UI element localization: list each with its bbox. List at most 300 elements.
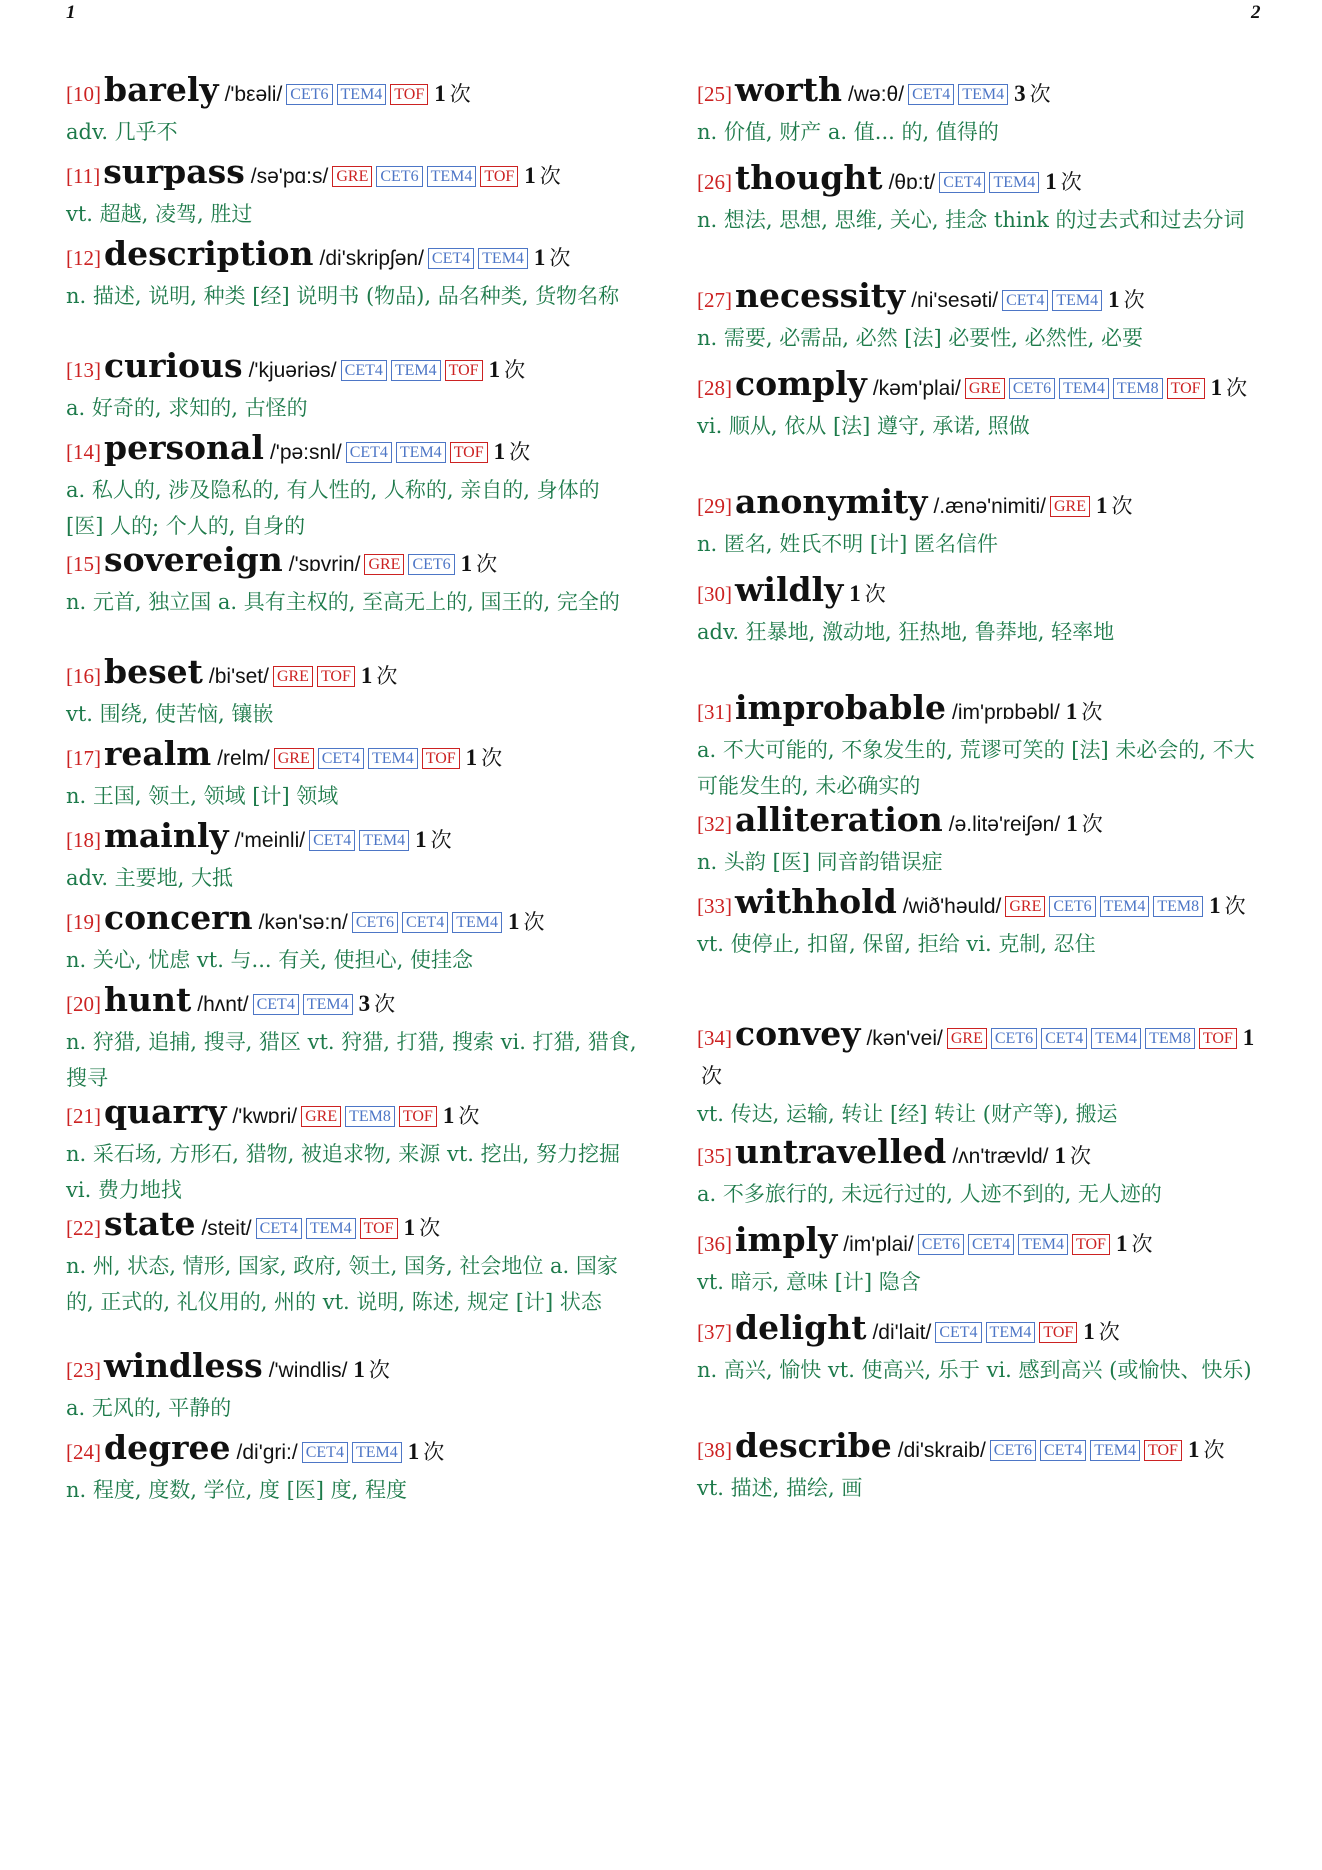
- definition: vt. 超越, 凌驾, 胜过: [66, 202, 253, 226]
- dictionary-entry: [697, 1134, 1272, 1212]
- entry-headline: [66, 982, 641, 1024]
- phonetic: /relm/: [217, 747, 270, 770]
- dictionary-entry: [66, 1206, 641, 1320]
- definition: n. 王国, 领土, 领域 [计] 领域: [66, 784, 339, 808]
- dictionary-entry: [697, 1222, 1272, 1300]
- dictionary-entry: [66, 982, 641, 1096]
- phonetic: /'kjuəriəs/: [248, 359, 337, 382]
- occurrence-count: 1: [403, 1215, 416, 1240]
- phonetic: /im'plai/: [843, 1233, 914, 1256]
- occurrence-count: 1: [1115, 1231, 1128, 1256]
- occurrence-count: 1: [533, 245, 546, 270]
- entry-headline: [66, 154, 641, 196]
- occurrence-count: 1: [1242, 1025, 1255, 1050]
- phonetic: /.ænə'nimiti/: [933, 495, 1046, 518]
- entry-headline: [697, 366, 1272, 408]
- exam-tag: CET6: [352, 912, 398, 933]
- entry-index: [25]: [697, 82, 732, 106]
- phonetic: /'kwɒri/: [232, 1105, 298, 1128]
- occurrence-count: 1: [1209, 893, 1221, 918]
- definition: adv. 几乎不: [66, 120, 178, 144]
- entry-headline: [697, 884, 1272, 926]
- exam-tag: TEM4: [368, 748, 418, 769]
- definition: n. 州, 状态, 情形, 国家, 政府, 领土, 国务, 社会地位 a. 国家的, 正式的, 礼仪用的, 州的 vt. 说明, 陈述, 规定 [计] 状态: [66, 1254, 618, 1314]
- entry-headline: [66, 348, 641, 390]
- headword: state: [104, 1204, 196, 1243]
- phonetic: /ni'sesəti/: [911, 289, 999, 312]
- times-label: 次: [1029, 82, 1051, 106]
- exam-tag: CET4: [318, 748, 364, 769]
- exam-tag: CET4: [939, 172, 985, 193]
- headword: improbable: [735, 688, 946, 727]
- definition: vt. 暗示, 意味 [计] 隐含: [697, 1270, 921, 1294]
- entry-index: [13]: [66, 358, 101, 382]
- definition: n. 头韵 [医] 同音韵错误症: [697, 850, 943, 874]
- dictionary-entry: [66, 736, 641, 814]
- dictionary-entry: [66, 900, 641, 978]
- exam-tag: GRE: [332, 166, 372, 187]
- definition: vt. 传达, 运输, 转让 [经] 转让 (财产等), 搬运: [697, 1102, 1118, 1126]
- dictionary-entry: [66, 72, 641, 150]
- headword: comply: [735, 364, 867, 403]
- definition: n. 程度, 度数, 学位, 度 [医] 度, 程度: [66, 1478, 408, 1502]
- headword: untravelled: [735, 1132, 947, 1171]
- phonetic: /wə:θ/: [848, 83, 905, 106]
- entry-headline: [66, 72, 641, 114]
- exam-tag: TEM4: [1052, 290, 1102, 311]
- times-label: 次: [864, 582, 886, 606]
- definition: a. 好奇的, 求知的, 古怪的: [66, 396, 308, 420]
- times-label: 次: [1081, 700, 1103, 724]
- exam-tag: CET4: [256, 1218, 302, 1239]
- entry-index: [23]: [66, 1358, 101, 1382]
- entry-index: [26]: [697, 170, 732, 194]
- occurrence-count: 1: [1108, 287, 1120, 312]
- occurrence-count: 1: [1083, 1319, 1095, 1344]
- definition: n. 描述, 说明, 种类 [经] 说明书 (物品), 品名种类, 货物名称: [66, 284, 620, 308]
- dictionary-entry: [697, 278, 1272, 356]
- entry-index: [34]: [697, 1026, 732, 1050]
- exam-tag: TOF: [450, 442, 488, 463]
- definition: a. 不多旅行的, 未远行过的, 人迹不到的, 无人迹的: [697, 1182, 1162, 1206]
- exam-tag: GRE: [364, 554, 404, 575]
- entry-index: [33]: [697, 894, 732, 918]
- entry-headline: [66, 654, 641, 696]
- occurrence-count: 1: [434, 81, 446, 106]
- exam-tag: TOF: [1072, 1234, 1110, 1255]
- definition: n. 匿名, 姓氏不明 [计] 匿名信件: [697, 532, 998, 556]
- entry-index: [12]: [66, 246, 101, 270]
- exam-tag: GRE: [947, 1028, 987, 1049]
- entry-headline: [66, 1348, 641, 1390]
- dictionary-entry: [697, 484, 1272, 562]
- headword: thought: [735, 158, 883, 197]
- entry-index: [20]: [66, 992, 101, 1016]
- times-label: 次: [449, 82, 471, 106]
- phonetic: /'windlis/: [268, 1359, 348, 1382]
- definition: n. 狩猎, 追捕, 搜寻, 猎区 vt. 狩猎, 打猎, 搜索 vi. 打猎, 猎食, 搜寻: [66, 1030, 637, 1090]
- exam-tag: CET4: [1040, 1440, 1086, 1461]
- dictionary-entry: [697, 572, 1272, 650]
- exam-tag: CET4: [1002, 290, 1048, 311]
- entry-headline: [697, 72, 1272, 114]
- exam-tag: TOF: [1144, 1440, 1182, 1461]
- entry-index: [17]: [66, 746, 101, 770]
- times-label: 次: [423, 1440, 445, 1464]
- dictionary-entry: [66, 236, 641, 314]
- times-label: 次: [523, 910, 545, 934]
- exam-tag: TOF: [480, 166, 518, 187]
- entry-headline: [66, 236, 641, 278]
- entry-index: [38]: [697, 1438, 732, 1462]
- entry-index: [28]: [697, 376, 732, 400]
- entry-headline: [697, 802, 1272, 844]
- exam-tag: GRE: [274, 748, 314, 769]
- phonetic: /hʌnt/: [197, 993, 249, 1016]
- dictionary-entry: [66, 654, 641, 732]
- dictionary-entry: [66, 818, 641, 896]
- dictionary-entry: [697, 802, 1272, 880]
- phonetic: /'sɒvrin/: [288, 553, 361, 576]
- definition: vt. 使停止, 扣留, 保留, 拒给 vi. 克制, 忍住: [697, 932, 1096, 956]
- entry-index: [27]: [697, 288, 732, 312]
- headword: mainly: [104, 816, 229, 855]
- times-label: 次: [504, 358, 526, 382]
- entry-index: [19]: [66, 910, 101, 934]
- entry-index: [36]: [697, 1232, 732, 1256]
- exam-tag: TEM4: [1100, 896, 1150, 917]
- dictionary-entry: [697, 72, 1272, 150]
- entry-headline: [66, 900, 641, 942]
- times-label: 次: [458, 1104, 480, 1128]
- dictionary-entry: [697, 1016, 1272, 1132]
- occurrence-count: 1: [1045, 169, 1057, 194]
- phonetic: /bi'set/: [208, 665, 269, 688]
- exam-tag: CET6: [1049, 896, 1095, 917]
- entry-index: [10]: [66, 82, 101, 106]
- exam-tag: TEM4: [986, 1322, 1036, 1343]
- headword: curious: [104, 346, 243, 385]
- definition: n. 元首, 独立国 a. 具有主权的, 至高无上的, 国王的, 完全的: [66, 590, 620, 614]
- entry-headline: [697, 572, 1272, 614]
- occurrence-count: 3: [358, 991, 371, 1016]
- exam-tag: TEM4: [303, 994, 353, 1015]
- dictionary-entry: [697, 160, 1272, 238]
- definition: a. 不大可能的, 不象发生的, 荒谬可笑的 [法] 未必会的, 不大可能发生的, 未必确实的: [697, 738, 1255, 798]
- dictionary-entry: [697, 366, 1272, 444]
- times-label: 次: [1226, 376, 1248, 400]
- exam-tag: CET6: [918, 1234, 964, 1255]
- headword: quarry: [104, 1092, 227, 1131]
- headword: sovereign: [104, 540, 283, 579]
- exam-tag: TEM4: [359, 830, 409, 851]
- entry-headline: [66, 430, 641, 472]
- exam-tag: GRE: [273, 666, 313, 687]
- entry-headline: [697, 1222, 1272, 1264]
- phonetic: /di'skripʃən/: [319, 247, 424, 270]
- dictionary-entry: [66, 542, 641, 620]
- headword: windless: [104, 1346, 263, 1385]
- occurrence-count: 1: [849, 581, 861, 606]
- headword: description: [104, 234, 314, 273]
- exam-tag: TEM8: [345, 1106, 395, 1127]
- exam-tag: CET4: [428, 248, 474, 269]
- headword: anonymity: [735, 482, 928, 521]
- entry-index: [14]: [66, 440, 101, 464]
- exam-tag: TEM8: [1113, 378, 1163, 399]
- definition: vt. 围绕, 使苦恼, 镶嵌: [66, 702, 274, 726]
- phonetic: /di'gri:/: [236, 1441, 298, 1464]
- headword: barely: [104, 70, 219, 109]
- phonetic: /'pə:snl/: [269, 441, 342, 464]
- headword: withhold: [735, 882, 897, 921]
- occurrence-count: 1: [415, 827, 427, 852]
- entry-headline: [66, 1430, 641, 1472]
- headword: describe: [735, 1426, 892, 1465]
- phonetic: /kəm'plai/: [872, 377, 961, 400]
- times-label: 次: [509, 440, 531, 464]
- phonetic: /im'prɒbəbl/: [952, 701, 1060, 724]
- occurrence-count: 1: [460, 551, 473, 576]
- exam-tag: TOF: [360, 1218, 398, 1239]
- headword: delight: [735, 1308, 867, 1347]
- exam-tag: TOF: [390, 84, 428, 105]
- times-label: 次: [368, 1358, 390, 1382]
- definition: adv. 狂暴地, 激动地, 狂热地, 鲁莽地, 轻率地: [697, 620, 1115, 644]
- dictionary-entry: [697, 884, 1272, 962]
- entry-index: [24]: [66, 1440, 101, 1464]
- occurrence-count: 1: [1210, 375, 1223, 400]
- entry-index: [32]: [697, 812, 732, 836]
- definition: vi. 顺从, 依从 [法] 遵守, 承诺, 照做: [697, 414, 1030, 438]
- definition: vt. 描述, 描绘, 画: [697, 1476, 863, 1500]
- headword: beset: [104, 652, 203, 691]
- headword: degree: [104, 1428, 231, 1467]
- exam-tag: CET6: [376, 166, 422, 187]
- exam-tag: CET4: [341, 360, 387, 381]
- entry-index: [11]: [66, 164, 101, 188]
- times-label: 次: [1081, 812, 1103, 836]
- occurrence-count: 1: [488, 357, 501, 382]
- entry-headline: [697, 1428, 1272, 1470]
- times-label: 次: [1060, 170, 1082, 194]
- times-label: 次: [1131, 1232, 1153, 1256]
- times-label: 次: [701, 1064, 722, 1088]
- exam-tag: TOF: [1167, 378, 1205, 399]
- exam-tag: CET4: [309, 830, 355, 851]
- phonetic: /sə'pɑ:s/: [250, 165, 329, 188]
- headword: personal: [104, 428, 264, 467]
- headword: worth: [735, 70, 843, 109]
- occurrence-count: 1: [493, 439, 506, 464]
- phonetic: /di'lait/: [872, 1321, 932, 1344]
- exam-tag: TEM4: [391, 360, 441, 381]
- phonetic: /ə.litə'reiʃən/: [948, 813, 1061, 836]
- exam-tag: TEM4: [427, 166, 477, 187]
- entry-index: [35]: [697, 1144, 732, 1168]
- entry-headline: [66, 818, 641, 860]
- phonetic: /kən'sə:n/: [258, 911, 348, 934]
- entry-index: [16]: [66, 664, 101, 688]
- occurrence-count: 1: [1095, 493, 1108, 518]
- headword: realm: [104, 734, 212, 773]
- phonetic: /'bεəli/: [224, 83, 283, 106]
- dictionary-entry: [697, 690, 1272, 804]
- exam-tag: TEM4: [958, 84, 1008, 105]
- entry-headline: [697, 1310, 1272, 1352]
- phonetic: /kən'vei/: [866, 1027, 943, 1050]
- entry-index: [30]: [697, 582, 732, 606]
- exam-tag: CET4: [968, 1234, 1014, 1255]
- exam-tag: TEM8: [1145, 1028, 1195, 1049]
- definition: n. 需要, 必需品, 必然 [法] 必要性, 必然性, 必要: [697, 326, 1144, 350]
- entry-headline: [697, 278, 1272, 320]
- headword: imply: [735, 1220, 838, 1259]
- occurrence-count: 1: [1065, 699, 1078, 724]
- page-number-right: 2: [1251, 2, 1261, 23]
- occurrence-count: 1: [508, 909, 520, 934]
- dictionary-entry: [697, 1428, 1272, 1506]
- phonetic: /θɒ:t/: [888, 171, 936, 194]
- exam-tag: CET4: [402, 912, 448, 933]
- dictionary-entry: [66, 1348, 641, 1426]
- dictionary-entry: [66, 1430, 641, 1508]
- headword: necessity: [735, 276, 906, 315]
- exam-tag: TEM4: [396, 442, 446, 463]
- times-label: 次: [430, 828, 452, 852]
- page-number-left: 1: [66, 2, 76, 23]
- headword: convey: [735, 1014, 861, 1053]
- entry-headline: [697, 690, 1272, 732]
- exam-tag: TEM4: [352, 1442, 402, 1463]
- definition: a. 无风的, 平静的: [66, 1396, 232, 1420]
- entry-index: [22]: [66, 1216, 101, 1240]
- phonetic: /wið'həuld/: [902, 895, 1002, 918]
- occurrence-count: 1: [353, 1357, 365, 1382]
- exam-tag: GRE: [965, 378, 1005, 399]
- headword: alliteration: [735, 800, 943, 839]
- times-label: 次: [481, 746, 503, 770]
- entry-headline: [66, 542, 641, 584]
- exam-tag: TOF: [1199, 1028, 1237, 1049]
- occurrence-count: 1: [442, 1103, 455, 1128]
- exam-tag: TOF: [422, 748, 460, 769]
- times-label: 次: [476, 552, 498, 576]
- dictionary-entry: [66, 154, 641, 232]
- times-label: 次: [1111, 494, 1133, 518]
- entry-index: [31]: [697, 700, 732, 724]
- definition: n. 采石场, 方形石, 猎物, 被追求物, 来源 vt. 挖出, 努力挖掘 vi. 费力地找: [66, 1142, 620, 1202]
- occurrence-count: 1: [524, 163, 536, 188]
- dictionary-entry: [66, 348, 641, 426]
- entry-headline: [66, 1206, 641, 1248]
- phonetic: /'meinli/: [234, 829, 306, 852]
- definition: n. 想法, 思想, 思维, 关心, 挂念 think 的过去式和过去分词: [697, 208, 1245, 232]
- occurrence-count: 1: [360, 663, 373, 688]
- exam-tag: TOF: [445, 360, 483, 381]
- occurrence-count: 1: [407, 1439, 420, 1464]
- exam-tag: TEM4: [306, 1218, 356, 1239]
- headword: wildly: [735, 570, 844, 609]
- times-label: 次: [1203, 1438, 1225, 1462]
- headword: concern: [104, 898, 253, 937]
- dictionary-entry: [66, 1094, 641, 1208]
- exam-tag: TEM4: [1059, 378, 1109, 399]
- times-label: 次: [1070, 1144, 1092, 1168]
- exam-tag: CET6: [1009, 378, 1055, 399]
- phonetic: /di'skraib/: [897, 1439, 986, 1462]
- entry-headline: [697, 1134, 1272, 1176]
- definition: adv. 主要地, 大抵: [66, 866, 234, 890]
- definition: n. 关心, 忧虑 vt. 与... 有关, 使担心, 使挂念: [66, 948, 473, 972]
- definition: n. 价值, 财产 a. 值... 的, 值得的: [697, 120, 999, 144]
- exam-tag: CET6: [990, 1440, 1036, 1461]
- exam-tag: CET4: [253, 994, 299, 1015]
- occurrence-count: 3: [1014, 81, 1026, 106]
- phonetic: /ʌn'trævld/: [952, 1145, 1049, 1168]
- entry-index: [15]: [66, 552, 101, 576]
- exam-tag: CET6: [991, 1028, 1037, 1049]
- phonetic: /steit/: [201, 1217, 252, 1240]
- definition: a. 私人的, 涉及隐私的, 有人性的, 人称的, 亲自的, 身体的 [医] 人的; 个人的, 自身的: [66, 478, 600, 538]
- exam-tag: CET6: [286, 84, 332, 105]
- exam-tag: TEM4: [1090, 1440, 1140, 1461]
- headword: hunt: [104, 980, 192, 1019]
- exam-tag: GRE: [301, 1106, 341, 1127]
- definition: n. 高兴, 愉快 vt. 使高兴, 乐于 vi. 感到高兴 (或愉快、快乐): [697, 1358, 1252, 1382]
- exam-tag: GRE: [1050, 496, 1090, 517]
- exam-tag: GRE: [1005, 896, 1045, 917]
- occurrence-count: 1: [1066, 811, 1078, 836]
- exam-tag: CET4: [346, 442, 392, 463]
- dictionary-entry: [66, 430, 641, 544]
- exam-tag: TOF: [1039, 1322, 1077, 1343]
- entry-headline: [697, 1016, 1272, 1096]
- entry-index: [37]: [697, 1320, 732, 1344]
- exam-tag: CET4: [935, 1322, 981, 1343]
- exam-tag: TEM4: [989, 172, 1039, 193]
- exam-tag: TEM4: [1091, 1028, 1141, 1049]
- exam-tag: TOF: [317, 666, 355, 687]
- exam-tag: CET6: [408, 554, 454, 575]
- exam-tag: CET4: [908, 84, 954, 105]
- entry-headline: [697, 160, 1272, 202]
- times-label: 次: [1224, 894, 1246, 918]
- entry-headline: [66, 1094, 641, 1136]
- exam-tag: TEM4: [452, 912, 502, 933]
- times-label: 次: [1098, 1320, 1120, 1344]
- entry-index: [18]: [66, 828, 101, 852]
- exam-tag: CET4: [1041, 1028, 1087, 1049]
- dictionary-entry: [697, 1310, 1272, 1388]
- exam-tag: TEM4: [478, 248, 528, 269]
- occurrence-count: 1: [1187, 1437, 1200, 1462]
- times-label: 次: [549, 246, 571, 270]
- times-label: 次: [419, 1216, 441, 1240]
- exam-tag: TEM8: [1153, 896, 1203, 917]
- entry-headline: [66, 736, 641, 778]
- exam-tag: CET4: [302, 1442, 348, 1463]
- times-label: 次: [376, 664, 398, 688]
- entry-index: [21]: [66, 1104, 101, 1128]
- exam-tag: TEM4: [1018, 1234, 1068, 1255]
- times-label: 次: [539, 164, 561, 188]
- occurrence-count: 1: [1054, 1143, 1067, 1168]
- exam-tag: TOF: [399, 1106, 437, 1127]
- entry-headline: [697, 484, 1272, 526]
- exam-tag: TEM4: [337, 84, 387, 105]
- entry-index: [29]: [697, 494, 732, 518]
